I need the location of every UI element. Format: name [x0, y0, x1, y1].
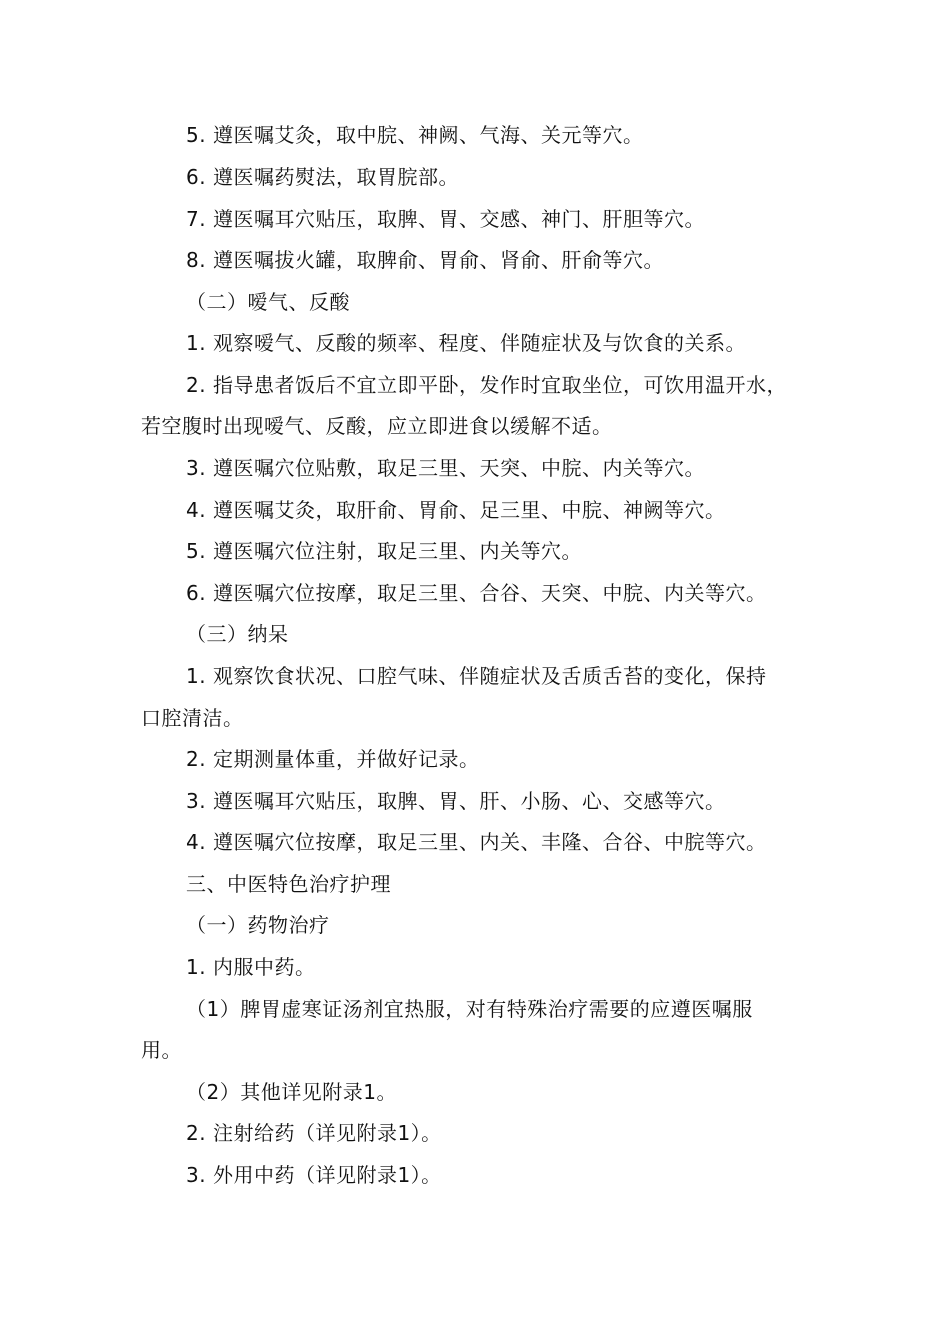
text-line-17: 3. 遵医嘱耳穴贴压，取脾、胃、肝、小肠、心、交感等穴。	[186, 789, 726, 813]
text-line-14: 1. 观察饮食状况、口腔气味、伴随症状及舌质舌苔的变化，保持	[186, 664, 767, 688]
text-line-23: 用。	[141, 1038, 182, 1062]
text-line-2: 6. 遵医嘱药熨法，取胃脘部。	[186, 165, 459, 189]
text-line-7: 2. 指导患者饭后不宜立即平卧，发作时宜取坐位，可饮用温开水，	[186, 373, 787, 397]
text-line-12: 6. 遵医嘱穴位按摩，取足三里、合谷、天突、中脘、内关等穴。	[186, 581, 767, 605]
section-heading-drug-therapy: （一）药物治疗	[186, 913, 330, 937]
text-line-15: 口腔清洁。	[141, 706, 244, 730]
text-line-26: 3. 外用中药（详见附录1）。	[186, 1163, 442, 1187]
text-line-24: （2）其他详见附录1。	[186, 1080, 397, 1104]
text-line-21: 1. 内服中药。	[186, 955, 316, 979]
text-line-22: （1）脾胃虚寒证汤剂宜热服，对有特殊治疗需要的应遵医嘱服	[186, 997, 753, 1021]
text-line-4: 8. 遵医嘱拔火罐，取脾俞、胃俞、肾俞、肝俞等穴。	[186, 248, 664, 272]
text-line-25: 2. 注射给药（详见附录1）。	[186, 1121, 442, 1145]
chapter-heading-3: 三、中医特色治疗护理	[186, 872, 391, 896]
text-line-10: 4. 遵医嘱艾灸，取肝俞、胃俞、足三里、中脘、神阙等穴。	[186, 498, 726, 522]
text-line-1: 5. 遵医嘱艾灸，取中脘、神阙、气海、关元等穴。	[186, 123, 644, 147]
text-line-11: 5. 遵医嘱穴位注射，取足三里、内关等穴。	[186, 539, 582, 563]
text-line-18: 4. 遵医嘱穴位按摩，取足三里、内关、丰隆、合谷、中脘等穴。	[186, 830, 767, 854]
section-heading-2: （二）嗳气、反酸	[186, 290, 350, 314]
text-line-16: 2. 定期测量体重，并做好记录。	[186, 747, 480, 771]
section-heading-3: （三）纳呆	[186, 622, 289, 646]
text-line-8: 若空腹时出现嗳气、反酸，应立即进食以缓解不适。	[141, 414, 613, 438]
text-line-6: 1. 观察嗳气、反酸的频率、程度、伴随症状及与饮食的关系。	[186, 331, 746, 355]
text-line-9: 3. 遵医嘱穴位贴敷，取足三里、天突、中脘、内关等穴。	[186, 456, 705, 480]
text-line-3: 7. 遵医嘱耳穴贴压，取脾、胃、交感、神门、肝胆等穴。	[186, 207, 705, 231]
